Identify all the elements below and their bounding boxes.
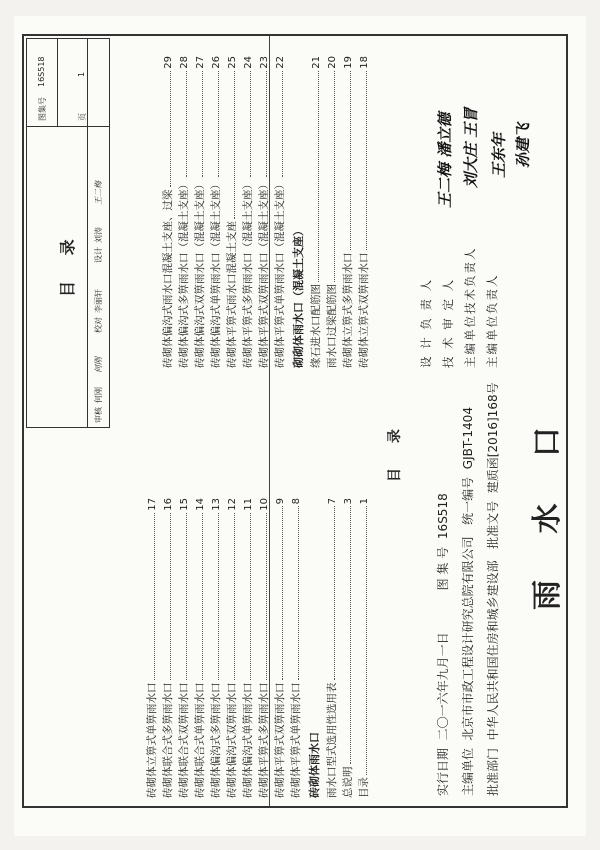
responsibility-role: 主编单位负责人 xyxy=(485,273,499,368)
rotated-page xyxy=(22,34,568,808)
toc-section-title: 砖砌体雨水口 xyxy=(308,732,321,798)
toc-row: 砖砌体立箅式多箅雨水口 19 xyxy=(342,56,354,368)
toc-row: 砖砌体偏沟式单箅雨水口 11 xyxy=(242,498,254,798)
page-label: 页 xyxy=(78,113,87,121)
toc-row: 砖砌体联合式多箅雨水口 16 xyxy=(162,498,174,798)
toc-row: 缘石进水口配筋图 21 xyxy=(310,56,322,368)
toc-row: 总说明 3 xyxy=(342,498,354,798)
review-name: 何刚 xyxy=(94,387,103,403)
responsibility-role: 设 计 负 责 人 xyxy=(419,277,433,368)
atlas-label: 图集号 xyxy=(38,97,47,121)
design-name: 刘涛 xyxy=(94,227,103,243)
toc-row: 砖砌体平箅式单箅雨水口（混凝土支座） 22 xyxy=(274,56,286,368)
toc-row: 砖砌体偏沟式双箅雨水口（混凝土支座） 27 xyxy=(194,56,206,368)
signature: 刘大庄 王冒 xyxy=(462,107,480,188)
toc-row: 砖砌体平箅式雨水口混凝土支座 25 xyxy=(226,56,238,368)
toc-row: 砖砌体联合式双箅雨水口 15 xyxy=(178,498,190,798)
toc-row: 砖砌体平箅式双箅雨水口（混凝土支座） 23 xyxy=(258,56,270,368)
atlas-value: 16S518 xyxy=(37,56,46,87)
toc-row: 砖砌体偏沟式多箅雨水口 13 xyxy=(210,498,222,798)
toc-row: 砖砌体立箅式单箅雨水口 17 xyxy=(146,498,158,798)
toc-row: 砖砌体立箅式双箅雨水口 18 xyxy=(358,56,370,368)
toc-row: 目录 1 xyxy=(358,498,370,798)
review-signature: 何刚 xyxy=(94,357,103,373)
page-value: 1 xyxy=(77,71,86,77)
right-pane xyxy=(22,34,568,808)
cover-info-row: 实行日期 二〇一六年九月一日 图 集 号 16S518 xyxy=(436,493,450,796)
check-label: 校对 xyxy=(94,317,103,333)
toc-row: 砖砌体偏沟式双箅雨水口 12 xyxy=(226,498,238,798)
check-name: 李丽轩 xyxy=(94,289,103,313)
review-label: 审核 xyxy=(94,407,103,423)
title-block-heading: 目 录 xyxy=(58,229,77,297)
toc-section-title: 砌砌体雨水口（混凝土支座） xyxy=(292,225,305,368)
toc-row: 砖砌体联合式单箅雨水口 14 xyxy=(194,498,206,798)
design-label: 设计 xyxy=(94,247,103,263)
toc-row: 砖砌体偏沟式多箅雨水口（混凝土支座） 28 xyxy=(178,56,190,368)
toc-row: 砖砌体偏沟式单箅雨水口（混凝土支座） 26 xyxy=(210,56,222,368)
design-signature: 王二梅 xyxy=(94,181,103,205)
cover-info-row: 主编单位 北京市市政工程设计研究总院有限公司 统一编号 GJBT-1404 xyxy=(461,407,475,796)
toc-row: 砖砌体平箅式多箅雨水口 10 xyxy=(258,498,270,798)
toc-row: 砖砌体平箅式双箅雨水口 9 xyxy=(274,498,286,798)
signature: 王东年 xyxy=(490,132,508,178)
toc-header: 目 录 xyxy=(387,419,403,482)
responsibility-role: 主编单位技术负责人 xyxy=(463,246,477,368)
toc-row: 砖砌体偏沟式雨水口混凝土支座、过梁 29 xyxy=(162,56,174,368)
cover-info-row: 批准部门 中华人民共和国住房和城乡建设部 批准文号 建质函[2016]168号 xyxy=(486,382,500,796)
toc-row: 雨水口过梁配筋图 20 xyxy=(326,56,338,368)
responsibility-role: 技 术 审 定 人 xyxy=(441,277,455,368)
toc-row: 雨水口型式选用性选用表 7 xyxy=(326,498,338,798)
signature: 孙建飞 xyxy=(514,122,532,168)
title-block xyxy=(26,38,110,428)
toc-row: 砖砌体平箅式多箅雨水口（混凝土支座） 24 xyxy=(242,56,254,368)
toc-row: 砖砌体平箅式单箅雨水口 8 xyxy=(290,498,302,798)
signature: 王二梅 潘立德 xyxy=(436,112,454,208)
document-title: 雨 水 口 xyxy=(530,409,565,610)
